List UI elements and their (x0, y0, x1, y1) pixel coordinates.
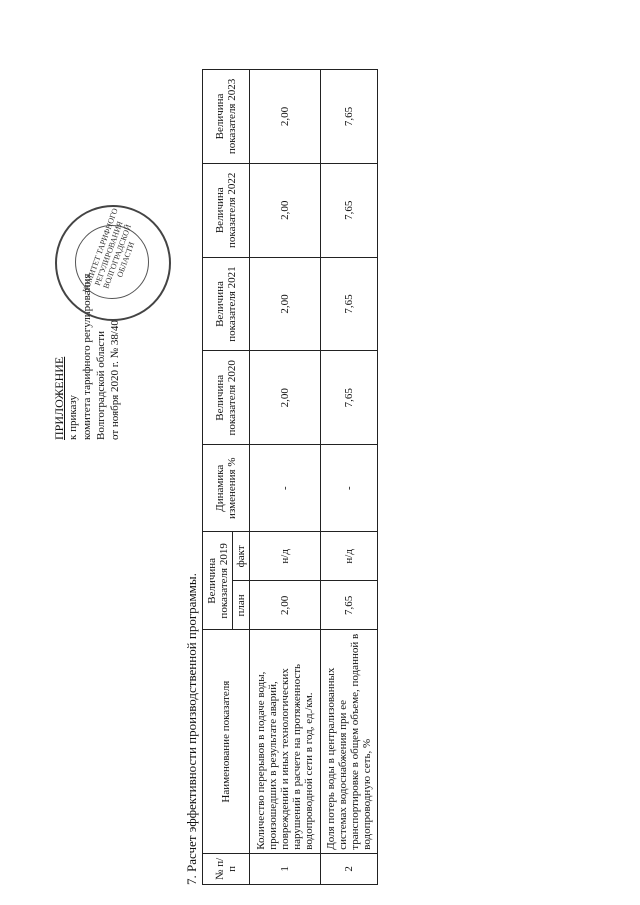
col-dynamics: Динамика изменения % (203, 445, 250, 532)
rotated-content (180, 45, 380, 885)
header-line-3: Волгоградской области (95, 331, 107, 440)
table-row (250, 70, 321, 885)
official-stamp (55, 205, 171, 321)
col-fact: факт (233, 532, 250, 581)
col-2022: Величина показателя 2022 (203, 163, 250, 257)
table-row (320, 70, 377, 885)
col-2019: Величина показателя 2019 (203, 532, 233, 630)
cell-dynamics: - (250, 445, 321, 532)
cell-fact: н/д (320, 532, 377, 581)
cell-2022: 2,00 (250, 163, 321, 257)
col-plan: план (233, 581, 250, 630)
cell-2020: 2,00 (250, 351, 321, 445)
cell-num: 1 (250, 853, 321, 884)
cell-2023: 7,65 (320, 70, 377, 164)
cell-2020: 7,65 (320, 351, 377, 445)
cell-fact: н/д (250, 532, 321, 581)
col-name: Наименование показателя (203, 630, 250, 853)
header-line-2: комитета тарифного регулирования (81, 273, 93, 440)
cell-2022: 7,65 (320, 163, 377, 257)
cell-num: 2 (320, 853, 377, 884)
col-num: № п/п (203, 853, 250, 884)
cell-2021: 2,00 (250, 257, 321, 351)
header-line-4: от ноября 2020 г. № 38/40 (109, 320, 121, 440)
cell-dynamics: - (320, 445, 377, 532)
col-2021: Величина показателя 2021 (203, 257, 250, 351)
appendix-title: ПРИЛОЖЕНИЕ (52, 356, 66, 440)
section-title: 7. Расчет эффективности производственной программы. (184, 573, 199, 885)
header-line-1: к приказу (67, 394, 79, 440)
cell-2021: 7,65 (320, 257, 377, 351)
table-header-row (203, 70, 233, 885)
cell-plan: 2,00 (250, 581, 321, 630)
col-2023: Величина показателя 2023 (203, 70, 250, 164)
cell-name: Доля потерь воды в централизованных системах водоснабжения при ее транспортировке в общем объеме, поданной в водопроводную сеть, % (320, 630, 377, 853)
stamp-text: КОМИТЕТ ТАРИФНОГО РЕГУЛИРОВАНИЯ ВОЛГОГРАДСКОЙ ОБЛАСТИ (80, 207, 137, 294)
col-2020: Величина показателя 2020 (203, 351, 250, 445)
efficiency-table (202, 69, 378, 885)
cell-2023: 2,00 (250, 70, 321, 164)
cell-plan: 7,65 (320, 581, 377, 630)
cell-name: Количество перерывов в подаче воды, произошедших в результате аварий, повреждений и иных технологических нарушений в расчете на протяженность водопроводной сети в год, ед./км. (250, 630, 321, 853)
